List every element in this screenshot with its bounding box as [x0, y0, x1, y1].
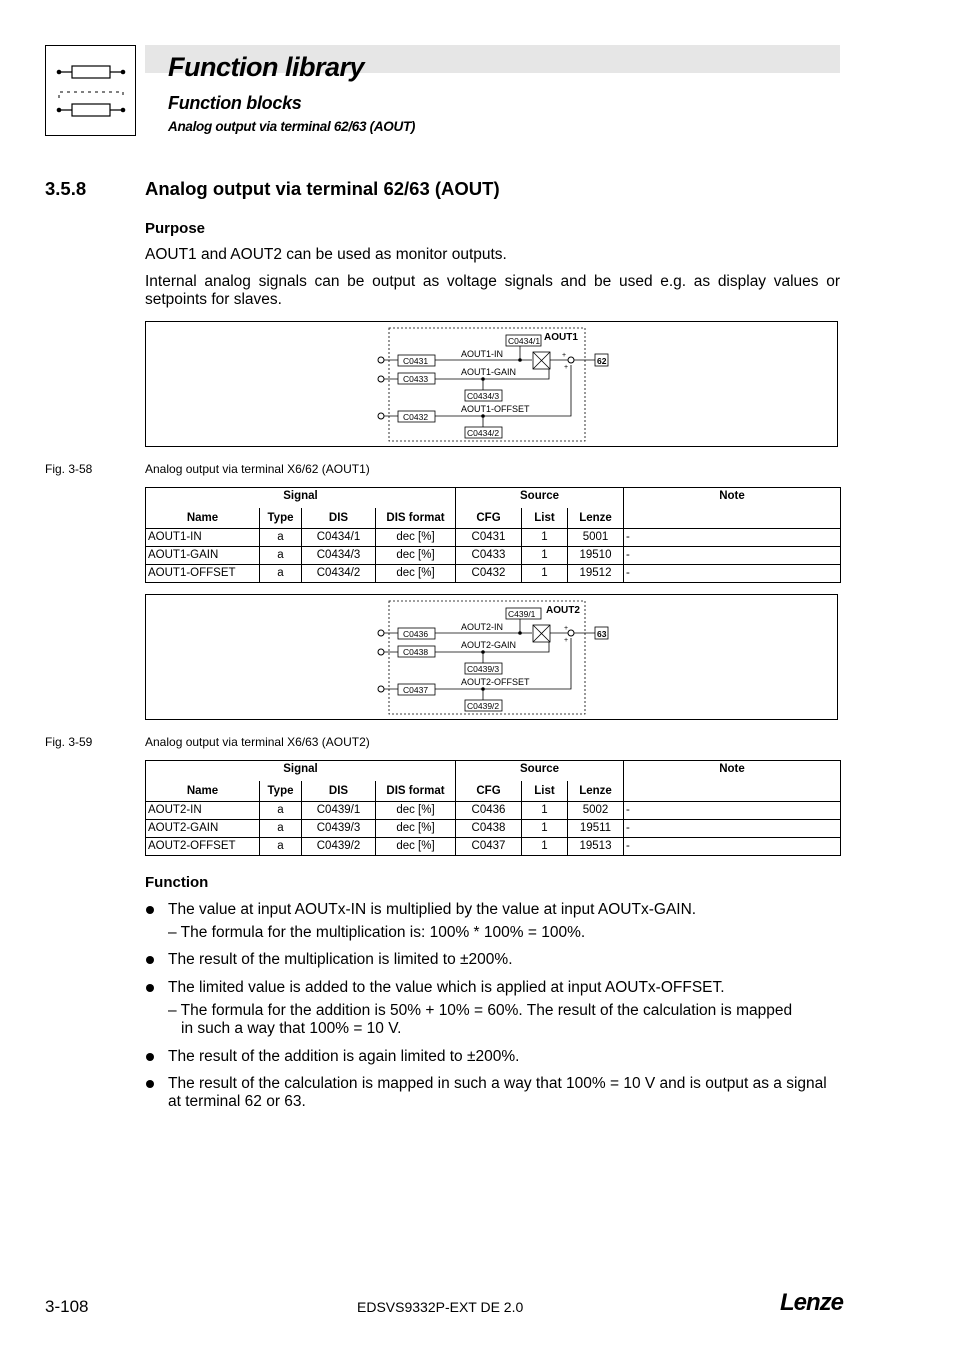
cell-cfg: C0436: [456, 802, 522, 820]
col-list: List: [522, 781, 568, 802]
note-header: Note: [624, 761, 841, 802]
cell-dis: C0439/2: [302, 838, 376, 856]
cell-list: 1: [522, 838, 568, 856]
table-row: [146, 547, 841, 565]
source-group-header: Source: [456, 761, 624, 782]
dis-offset: C0439/2: [467, 701, 500, 711]
sig-gain-label: AOUT1-GAIN: [461, 367, 517, 377]
table-row: [146, 529, 841, 547]
table-row: [146, 802, 841, 820]
cell-lenze: 19512: [568, 565, 624, 583]
function-bullet-3: The limited value is added to the value which is applied at input AOUTx-OFFSET.: [168, 979, 725, 996]
cell-dis-format: dec [%]: [376, 838, 456, 856]
col-dis-format: DIS format: [376, 781, 456, 802]
source-group-header: Source: [456, 488, 624, 509]
block-name: AOUT2: [546, 605, 580, 616]
cell-type: a: [260, 820, 302, 838]
table-row: [146, 820, 841, 838]
cell-dis-format: dec [%]: [376, 529, 456, 547]
cell-note: -: [624, 838, 841, 856]
cell-dis-format: dec [%]: [376, 547, 456, 565]
sig-in-label: AOUT1-IN: [461, 349, 504, 359]
bullet-icon: [146, 1053, 154, 1061]
cell-cfg: C0431: [456, 529, 522, 547]
cell-cfg: C0433: [456, 547, 522, 565]
bullet-icon: [146, 1080, 154, 1088]
col-lenze: Lenze: [568, 508, 624, 529]
offset-code: C0437: [403, 685, 429, 695]
dis-offset: C0434/2: [467, 428, 500, 438]
cell-note: -: [624, 529, 841, 547]
col-cfg: CFG: [456, 508, 522, 529]
input-gain-port: [378, 649, 384, 655]
cell-type: a: [260, 547, 302, 565]
sig-gain-label: AOUT2-GAIN: [461, 640, 517, 650]
cell-type: a: [260, 838, 302, 856]
cell-lenze: 19511: [568, 820, 624, 838]
signal-table-aout2: [145, 760, 841, 856]
document-id: EDSVS9332P-EXT DE 2.0: [357, 1299, 524, 1315]
cell-list: 1: [522, 529, 568, 547]
col-name: Name: [146, 781, 260, 802]
bullet-icon: [146, 956, 154, 964]
function-bullet-5: The result of the calculation is mapped in such a way that 100% = 10 V and is output as a signal at terminal 62 or 63.: [168, 1075, 827, 1110]
aout1-diagram: [146, 322, 837, 446]
cell-note: -: [624, 802, 841, 820]
page-title: Function library: [168, 52, 365, 82]
col-type: Type: [260, 508, 302, 529]
cell-dis: C0439/1: [302, 802, 376, 820]
cell-lenze: 5001: [568, 529, 624, 547]
adder-plus-1: +: [562, 352, 567, 359]
cell-name: AOUT2-GAIN: [146, 820, 260, 838]
input-offset-port: [378, 413, 384, 419]
dis-gain: C0439/3: [467, 664, 500, 674]
function-block-icon: [46, 46, 135, 135]
cell-lenze: 5002: [568, 802, 624, 820]
terminal-number: 62: [597, 356, 607, 366]
cell-name: AOUT1-IN: [146, 529, 260, 547]
cell-name: AOUT2-IN: [146, 802, 260, 820]
table-row: [146, 565, 841, 583]
input-in-port: [378, 357, 384, 363]
adder-symbol: [568, 357, 574, 363]
brand-logo: Lenze: [780, 1289, 844, 1316]
signal-group-header: Signal: [146, 761, 456, 782]
gain-code: C0438: [403, 647, 429, 657]
cell-list: 1: [522, 802, 568, 820]
purpose-paragraph-1: AOUT1 and AOUT2 can be used as monitor outputs.: [145, 246, 507, 263]
note-header: Note: [624, 488, 841, 529]
cell-lenze: 19510: [568, 547, 624, 565]
cell-type: a: [260, 529, 302, 547]
section-title: Analog output via terminal 62/63 (AOUT): [145, 178, 500, 199]
figure-aout2: [145, 594, 838, 720]
gain-display-code: C439/1: [508, 609, 536, 619]
cell-dis: C0434/3: [302, 547, 376, 565]
function-bullet-3-sub-a: – The formula for the addition is 50% + 10% = 60%. The result of the calculation is mapped: [168, 1002, 793, 1019]
function-bullet-2: The result of the multiplication is limited to ±200%.: [168, 951, 513, 968]
gain-code: C0433: [403, 374, 429, 384]
adder-plus-2: +: [564, 637, 569, 644]
cell-list: 1: [522, 547, 568, 565]
cell-lenze: 19513: [568, 838, 624, 856]
sig-in-label: AOUT2-IN: [461, 622, 504, 632]
sig-offset-label: AOUT1-OFFSET: [461, 404, 530, 414]
input-offset-port: [378, 686, 384, 692]
input-gain-port: [378, 376, 384, 382]
page-subsubtitle: Analog output via terminal 62/63 (AOUT): [168, 119, 416, 134]
input-in-port: [378, 630, 384, 636]
col-dis: DIS: [302, 781, 376, 802]
cell-dis: C0439/3: [302, 820, 376, 838]
cell-dis-format: dec [%]: [376, 802, 456, 820]
col-name: Name: [146, 508, 260, 529]
cell-name: AOUT1-OFFSET: [146, 565, 260, 583]
cell-dis-format: dec [%]: [376, 565, 456, 583]
figure-aout1: [145, 321, 838, 447]
function-bullet-3-sub-b: in such a way that 100% = 10 V.: [181, 1020, 402, 1037]
adder-plus-1: +: [564, 625, 569, 632]
cell-name: AOUT2-OFFSET: [146, 838, 260, 856]
col-type: Type: [260, 781, 302, 802]
cell-type: a: [260, 565, 302, 583]
sig-offset-label: AOUT2-OFFSET: [461, 677, 530, 687]
table-row: [146, 838, 841, 856]
adder-plus-2: +: [564, 364, 569, 371]
cell-note: -: [624, 547, 841, 565]
fig1-caption-text: Analog output via terminal X6/62 (AOUT1): [145, 462, 370, 476]
gain-display-code: C0434/1: [508, 336, 541, 346]
cell-note: -: [624, 565, 841, 583]
cell-dis-format: dec [%]: [376, 820, 456, 838]
purpose-heading: Purpose: [145, 220, 206, 237]
col-cfg: CFG: [456, 781, 522, 802]
cell-dis: C0434/1: [302, 529, 376, 547]
offset-code: C0432: [403, 412, 429, 422]
function-bullet-1: The value at input AOUTx-IN is multiplied by the value at input AOUTx-GAIN.: [168, 901, 697, 918]
bullet-icon: [146, 984, 154, 992]
cell-type: a: [260, 802, 302, 820]
page-subtitle: Function blocks: [168, 93, 302, 113]
function-heading: Function: [145, 874, 209, 891]
fig1-caption-number: Fig. 3-58: [45, 462, 93, 476]
col-dis-format: DIS format: [376, 508, 456, 529]
bullet-icon: [146, 906, 154, 914]
col-dis: DIS: [302, 508, 376, 529]
col-list: List: [522, 508, 568, 529]
cell-cfg: C0432: [456, 565, 522, 583]
chapter-logo: [45, 45, 136, 136]
fig2-caption-text: Analog output via terminal X6/63 (AOUT2): [145, 735, 370, 749]
cell-note: -: [624, 820, 841, 838]
signal-group-header: Signal: [146, 488, 456, 509]
function-bullet-4: The result of the addition is again limited to ±200%.: [168, 1048, 520, 1065]
fig2-caption-number: Fig. 3-59: [45, 735, 93, 749]
cell-dis: C0434/2: [302, 565, 376, 583]
dis-gain: C0434/3: [467, 391, 500, 401]
section-number: 3.5.8: [45, 178, 87, 199]
cell-cfg: C0438: [456, 820, 522, 838]
page-number: 3-108: [45, 1297, 89, 1316]
signal-table-aout1: [145, 487, 841, 583]
in-code: C0436: [403, 629, 429, 639]
cell-cfg: C0437: [456, 838, 522, 856]
cell-list: 1: [522, 820, 568, 838]
aout2-diagram: [146, 595, 837, 719]
block-name: AOUT1: [544, 332, 578, 343]
cell-list: 1: [522, 565, 568, 583]
block-border: [389, 601, 585, 714]
in-code: C0431: [403, 356, 429, 366]
purpose-paragraph-2: Internal analog signals can be output as voltage signals and be used e.g. as display values or setpoints for slaves.: [145, 273, 840, 308]
terminal-number: 63: [597, 629, 607, 639]
function-bullet-1-sub: – The formula for the multiplication is: 100% * 100% = 100%.: [168, 924, 586, 941]
cell-name: AOUT1-GAIN: [146, 547, 260, 565]
adder-symbol: [568, 630, 574, 636]
col-lenze: Lenze: [568, 781, 624, 802]
block-border: [389, 328, 585, 441]
